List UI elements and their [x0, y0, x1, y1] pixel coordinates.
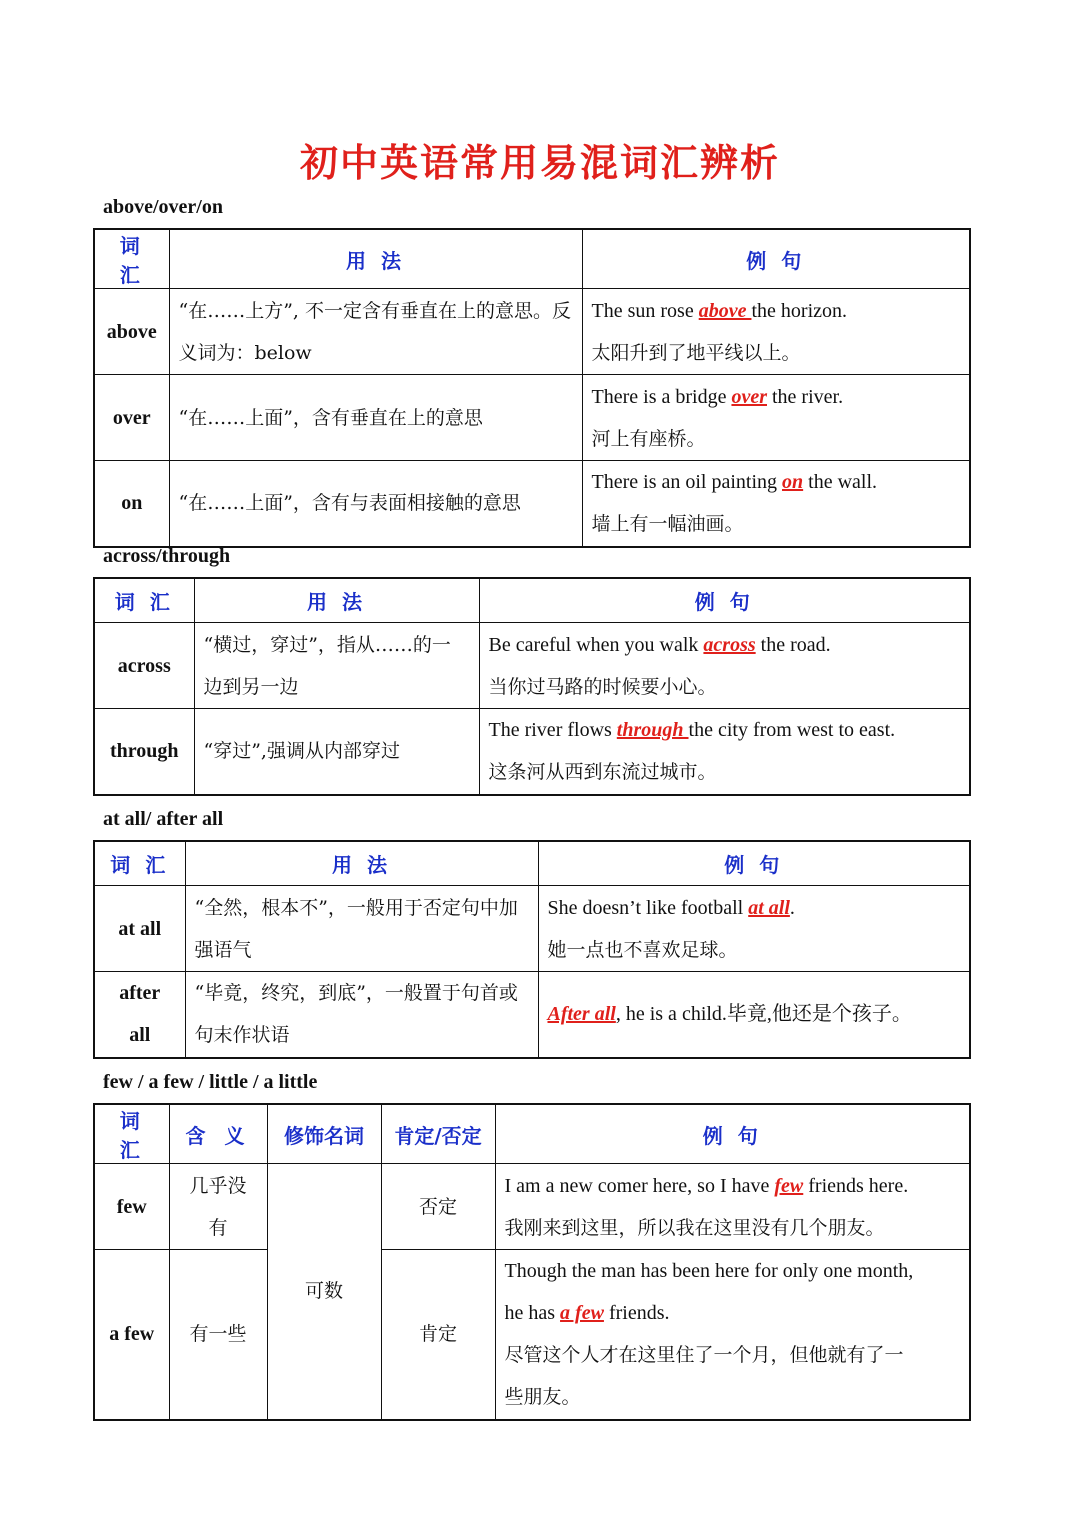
table-at-all-after-all	[93, 840, 971, 1059]
example-text: There is an oil painting	[591, 471, 783, 494]
usage-cell: “全然，根本不”，一般用于否定句中加强语气	[185, 886, 538, 972]
header-meaning: 含 义	[169, 1104, 267, 1164]
header-noun-type: 修饰名词	[267, 1104, 381, 1164]
example-text: friends.	[603, 1302, 670, 1325]
example-cell	[538, 886, 970, 972]
highlight-word: few	[774, 1174, 804, 1197]
example-cell	[582, 375, 970, 461]
section-heading-across-through: across/through	[103, 545, 231, 567]
table-row	[94, 375, 970, 461]
section-heading-few-little: few / a few / little / a little	[103, 1071, 318, 1093]
table-few-little	[93, 1103, 971, 1421]
header-polarity: 肯定/否定	[381, 1104, 495, 1164]
header-example: 例 句	[479, 578, 970, 623]
polarity-cell: 否定	[381, 1164, 495, 1250]
highlight-word: a few	[560, 1302, 604, 1325]
usage-cell: “在……上面”，含有垂直在上的意思	[169, 375, 582, 461]
example-text: Be careful when you walk	[488, 633, 704, 656]
usage-cell: “毕竟，终究，到底”，一般置于句首或句末作状语	[185, 972, 538, 1058]
word-line: all	[129, 1024, 151, 1047]
word-cell: over	[94, 375, 169, 461]
header-word: 词 汇	[94, 578, 194, 623]
example-translation: 我刚来到这里，所以我在这里没有几个朋友。	[504, 1216, 885, 1239]
word-cell: through	[94, 709, 194, 795]
usage-cell: “穿过”,强调从内部穿过	[194, 709, 479, 795]
table-row	[94, 1250, 970, 1420]
table-row	[94, 289, 970, 375]
example-cell	[582, 289, 970, 375]
meaning-cell	[169, 1164, 267, 1250]
table-row	[94, 1164, 970, 1250]
example-text: There is a bridge	[591, 385, 732, 408]
example-text: She doesn’t like football	[547, 896, 749, 919]
word-cell: above	[94, 289, 169, 375]
header-word: 词 汇	[94, 229, 169, 289]
header-example: 例 句	[538, 841, 970, 886]
table-row	[94, 461, 970, 547]
example-cell	[479, 623, 970, 709]
word-cell	[94, 972, 185, 1058]
highlight-word: After all	[547, 1003, 616, 1026]
word-cell: at all	[94, 886, 185, 972]
example-text: he has	[504, 1302, 561, 1325]
section-heading-at-all-after-all: at all/ after all	[103, 808, 224, 830]
example-text: The sun rose	[591, 299, 699, 322]
example-translation: 太阳升到了地平线以上。	[591, 341, 801, 364]
example-text: The river flows	[488, 719, 617, 742]
example-translation: 河上有座桥。	[591, 427, 706, 450]
example-translation: 尽管这个人才在这里住了一个月，但他就有了一	[504, 1344, 904, 1367]
table-row	[94, 886, 970, 972]
word-cell: across	[94, 623, 194, 709]
word-cell: a few	[94, 1250, 169, 1420]
example-text: the road.	[755, 633, 831, 656]
example-cell	[538, 972, 970, 1058]
example-cell	[495, 1250, 970, 1420]
word-cell: few	[94, 1164, 169, 1250]
noun-type-cell: 可数	[267, 1164, 381, 1420]
highlight-word: through	[616, 719, 689, 742]
example-text: , he is a child.毕竟,他还是个孩子。	[615, 1003, 912, 1026]
page-title: 初中英语常用易混词汇辨析	[299, 141, 780, 185]
example-translation: 她一点也不喜欢足球。	[547, 938, 738, 961]
example-text: I am a new comer here, so I have	[504, 1174, 775, 1197]
meaning-cell: 有一些	[169, 1250, 267, 1420]
example-translation: 当你过马路的时候要小心。	[488, 675, 717, 698]
highlight-word: over	[731, 385, 767, 408]
table-row	[94, 709, 970, 795]
highlight-word: above	[698, 299, 752, 322]
example-cell	[495, 1164, 970, 1250]
header-word: 词 汇	[94, 841, 185, 886]
polarity-cell: 肯定	[381, 1250, 495, 1420]
example-text: the city from west to east.	[688, 719, 896, 742]
table-across-through	[93, 577, 971, 796]
meaning-line: 几乎没	[189, 1174, 247, 1197]
header-usage: 用 法	[194, 578, 479, 623]
example-translation: 些朋友。	[504, 1386, 581, 1409]
usage-cell: “横过，穿过”，指从……的一边到另一边	[194, 623, 479, 709]
word-line: after	[119, 982, 161, 1005]
usage-cell: “在……上方”, 不一定含有垂直在上的意思。反义词为：below	[169, 289, 582, 375]
highlight-word: on	[782, 471, 804, 494]
example-text: .	[789, 896, 795, 919]
example-text: the wall.	[803, 471, 878, 494]
meaning-line: 有	[208, 1216, 228, 1239]
table-row	[94, 623, 970, 709]
usage-cell: “在……上面”，含有与表面相接触的意思	[169, 461, 582, 547]
highlight-word: across	[703, 633, 756, 656]
example-text: the river.	[767, 385, 844, 408]
header-usage: 用 法	[185, 841, 538, 886]
table-above-over-on	[93, 228, 971, 548]
example-text: Though the man has been here for only one month,	[504, 1260, 914, 1283]
example-text: friends here.	[803, 1174, 909, 1197]
highlight-word: at all	[748, 896, 790, 919]
example-cell	[582, 461, 970, 547]
section-heading-above-over-on: above/over/on	[103, 196, 223, 218]
header-example: 例 句	[495, 1104, 970, 1164]
example-translation: 墙上有一幅油画。	[591, 513, 744, 536]
word-cell: on	[94, 461, 169, 547]
header-usage: 用 法	[169, 229, 582, 289]
example-cell	[479, 709, 970, 795]
header-word: 词 汇	[94, 1104, 169, 1164]
header-example: 例 句	[582, 229, 970, 289]
example-translation: 这条河从西到东流过城市。	[488, 761, 717, 784]
table-row	[94, 972, 970, 1058]
example-text: the horizon.	[751, 299, 847, 322]
